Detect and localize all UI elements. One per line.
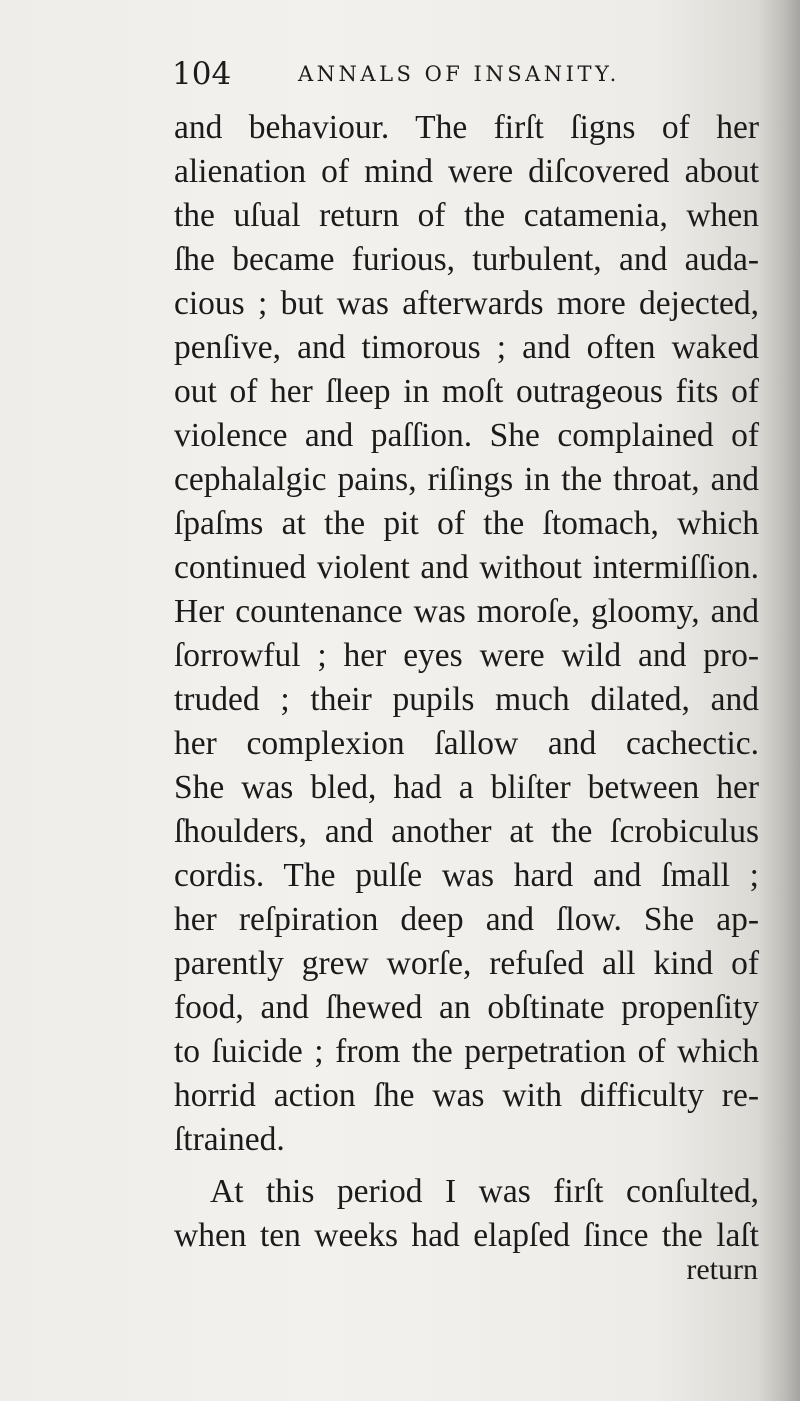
paragraph bbox=[174, 1170, 759, 1258]
body-text bbox=[174, 106, 759, 1258]
text-line: truded ; their pupils much dilated, and bbox=[174, 681, 759, 718]
text-line: horrid action ſhe was with difficulty re- bbox=[174, 1077, 759, 1114]
text-line: parently grew worſe, refuſed all kind of bbox=[174, 945, 759, 982]
text-line: Her countenance was moroſe, gloomy, and bbox=[174, 593, 759, 630]
running-head: ANNALS OF INSANITY. bbox=[298, 62, 620, 86]
catchword: return bbox=[686, 1253, 758, 1286]
text-line: to ſuicide ; from the perpetration of which bbox=[174, 1033, 759, 1070]
paragraph-gap bbox=[174, 1162, 759, 1170]
text-line: cephalalgic pains, riſings in the throat, and bbox=[174, 461, 759, 498]
text-line: penſive, and timorous ; and often waked bbox=[174, 329, 759, 366]
text-line: At this period I was firſt conſulted, bbox=[210, 1173, 759, 1210]
text-line: ſhoulders, and another at the ſcrobiculus bbox=[174, 813, 759, 850]
text-line: the uſual return of the catamenia, when bbox=[174, 197, 759, 234]
text-line: She was bled, had a bliſter between her bbox=[174, 769, 759, 806]
paragraph bbox=[174, 106, 759, 1162]
text-line: continued violent and without intermiſſion. bbox=[174, 549, 759, 586]
text-line: food, and ſhewed an obſtinate propenſity bbox=[174, 989, 759, 1026]
page-gutter-shadow bbox=[760, 0, 800, 1401]
text-line: and behaviour. The firſt ſigns of her bbox=[174, 109, 759, 146]
text-line: her complexion ſallow and cachectic. bbox=[174, 725, 759, 762]
text-line: out of her ſleep in moſt outrageous fits of bbox=[174, 373, 759, 410]
text-line: alienation of mind were diſcovered about bbox=[174, 153, 759, 190]
page-number: 104 bbox=[172, 56, 232, 92]
text-line: cordis. The pulſe was hard and ſmall ; bbox=[174, 857, 759, 894]
text-line: violence and paſſion. She complained of bbox=[174, 417, 759, 454]
text-line: ſhe became furious, turbulent, and auda- bbox=[174, 241, 759, 278]
text-line: when ten weeks had elapſed ſince the laſt bbox=[174, 1217, 759, 1254]
text-line: cious ; but was afterwards more dejected, bbox=[174, 285, 759, 322]
page-header bbox=[172, 52, 772, 96]
text-line: ſtrained. bbox=[174, 1121, 285, 1158]
text-line: her reſpiration deep and ſlow. She ap- bbox=[174, 901, 759, 938]
text-line: ſpaſms at the pit of the ſtomach, which bbox=[174, 505, 759, 542]
text-line: ſorrowful ; her eyes were wild and pro- bbox=[174, 637, 759, 674]
